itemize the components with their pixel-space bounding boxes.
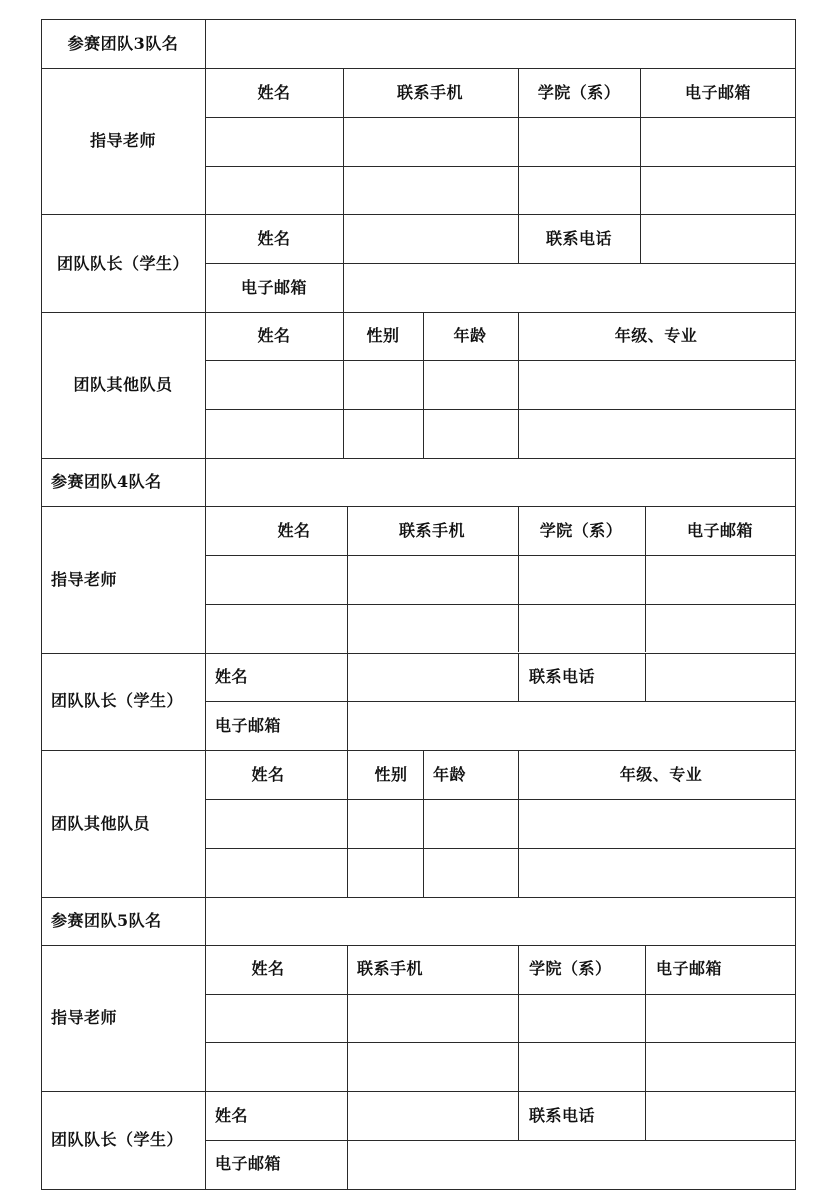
team3-name-field[interactable] [206,20,795,68]
team3-members-header-age: 年龄 [453,326,487,345]
team4-leader-email-value[interactable] [348,702,795,750]
team5-leader-phone-label: 联系电话 [529,1106,596,1125]
rule [518,653,519,702]
team5-leader-label: 团队队长（学生） [51,1130,184,1149]
team3-members-label: 团队其他队员 [73,375,173,394]
team5-advisor1-name-cell[interactable] [206,995,347,1042]
team5-advisor-header-name: 姓名 [251,959,285,978]
team3-member1-gender-cell[interactable] [344,361,423,409]
team4-member1-grade-major-cell[interactable] [519,800,795,848]
team4-leader-email-label: 电子邮箱 [215,716,282,735]
team3-advisor1-phone-cell[interactable] [344,118,518,166]
team4-member2-age-cell[interactable] [424,849,518,897]
team3-member2-name-cell[interactable] [206,410,343,458]
team4-leader-name-value[interactable] [348,654,518,701]
team5-name-label: 参赛团队5队名 [51,911,162,930]
rule [41,19,42,1190]
team5-advisor-header-email: 电子邮箱 [656,959,723,978]
team5-leader-phone-value[interactable] [646,1092,795,1140]
team3-name-label: 参赛团队3队名 [67,34,179,53]
team3-advisor1-email-cell[interactable] [641,118,795,166]
team3-leader-name-value[interactable] [344,215,518,263]
team3-leader-label: 团队队长（学生） [56,254,190,273]
team4-members-header-gender: 性别 [374,765,408,784]
team4-advisor1-email-cell[interactable] [646,556,795,604]
team3-advisor2-college-cell[interactable] [519,167,640,214]
team5-leader-name-label: 姓名 [215,1106,249,1125]
team5-advisor-label: 指导老师 [51,1008,118,1027]
team4-advisor2-phone-cell[interactable] [348,605,518,653]
team3-members-header-grade-major: 年级、专业 [614,326,698,345]
team3-member1-age-cell[interactable] [424,361,518,409]
team3-member1-name-cell[interactable] [206,361,343,409]
team5-leader-email-value[interactable] [348,1141,795,1189]
team4-advisor-header-name: 姓名 [277,521,311,540]
team4-leader-label: 团队队长（学生） [51,691,184,710]
team5-advisor1-college-cell[interactable] [519,995,645,1042]
team3-advisor-header-name: 姓名 [257,83,291,102]
team4-member2-gender-cell[interactable] [348,849,423,897]
team4-advisor-header-phone: 联系手机 [398,521,466,540]
team3-advisor2-phone-cell[interactable] [344,167,518,214]
rule [41,312,796,313]
team4-advisor1-name-cell[interactable] [206,556,347,604]
team4-advisor1-phone-cell[interactable] [348,556,518,604]
team4-advisor-header-college: 学院（系） [539,521,623,540]
team3-advisor-header-college: 学院（系） [537,83,621,102]
team3-leader-phone-value[interactable] [641,215,795,263]
rule [41,1189,796,1190]
team4-members-label: 团队其他队员 [51,814,151,833]
team4-member1-gender-cell[interactable] [348,800,423,848]
team5-advisor1-email-cell[interactable] [646,995,795,1042]
team3-leader-phone-label: 联系电话 [545,229,613,248]
team3-leader-email-label: 电子邮箱 [240,278,308,297]
rule [41,506,796,507]
team3-advisor1-college-cell[interactable] [519,118,640,166]
team3-advisor-label: 指导老师 [89,131,157,150]
team3-advisor-header-email: 电子邮箱 [684,83,752,102]
team3-member2-age-cell[interactable] [424,410,518,458]
team3-member1-grade-major-cell[interactable] [519,361,795,409]
team5-advisor-header-phone: 联系手机 [357,959,424,978]
team3-member2-grade-major-cell[interactable] [519,410,795,458]
rule [41,68,796,69]
team4-members-header-name: 姓名 [251,765,285,784]
rule [518,1091,519,1140]
team4-advisor2-email-cell[interactable] [646,605,795,653]
rule [41,750,796,751]
rule [795,19,796,1190]
team5-leader-name-value[interactable] [348,1092,518,1140]
team4-advisor-header-email: 电子邮箱 [686,521,754,540]
team4-leader-phone-value[interactable] [646,654,795,701]
team4-member2-name-cell[interactable] [206,849,347,897]
team5-advisor2-college-cell[interactable] [519,1043,645,1091]
team4-advisor2-name-cell[interactable] [206,605,347,653]
team5-advisor2-phone-cell[interactable] [348,1043,518,1091]
team4-name-field[interactable] [206,459,795,506]
team3-members-header-gender: 性别 [366,326,400,345]
team3-advisor2-name-cell[interactable] [206,167,343,214]
team4-leader-name-label: 姓名 [215,667,249,686]
team5-leader-email-label: 电子邮箱 [215,1154,282,1173]
rule [41,945,796,946]
team3-member2-gender-cell[interactable] [344,410,423,458]
team5-name-field[interactable] [206,898,795,945]
team4-member2-grade-major-cell[interactable] [519,849,795,897]
team4-member1-age-cell[interactable] [424,800,518,848]
team4-members-header-grade-major: 年级、专业 [619,765,703,784]
team5-advisor2-email-cell[interactable] [646,1043,795,1091]
team3-members-header-name: 姓名 [257,326,291,345]
team4-advisor2-college-cell[interactable] [519,605,645,653]
rule [518,214,519,263]
team4-leader-phone-label: 联系电话 [529,667,596,686]
team4-name-label: 参赛团队4队名 [51,472,162,491]
team3-advisor1-name-cell[interactable] [206,118,343,166]
team5-advisor2-name-cell[interactable] [206,1043,347,1091]
team4-members-header-age: 年龄 [433,765,467,784]
team4-member1-name-cell[interactable] [206,800,347,848]
team5-advisor-header-college: 学院（系） [529,959,612,978]
team5-advisor1-phone-cell[interactable] [348,995,518,1042]
team3-advisor2-email-cell[interactable] [641,167,795,214]
team4-advisor-label: 指导老师 [51,570,118,589]
team3-leader-name-label: 姓名 [257,229,291,248]
team3-leader-email-value[interactable] [344,264,795,312]
team4-advisor1-college-cell[interactable] [519,556,645,604]
team3-advisor-header-phone: 联系手机 [396,83,464,102]
